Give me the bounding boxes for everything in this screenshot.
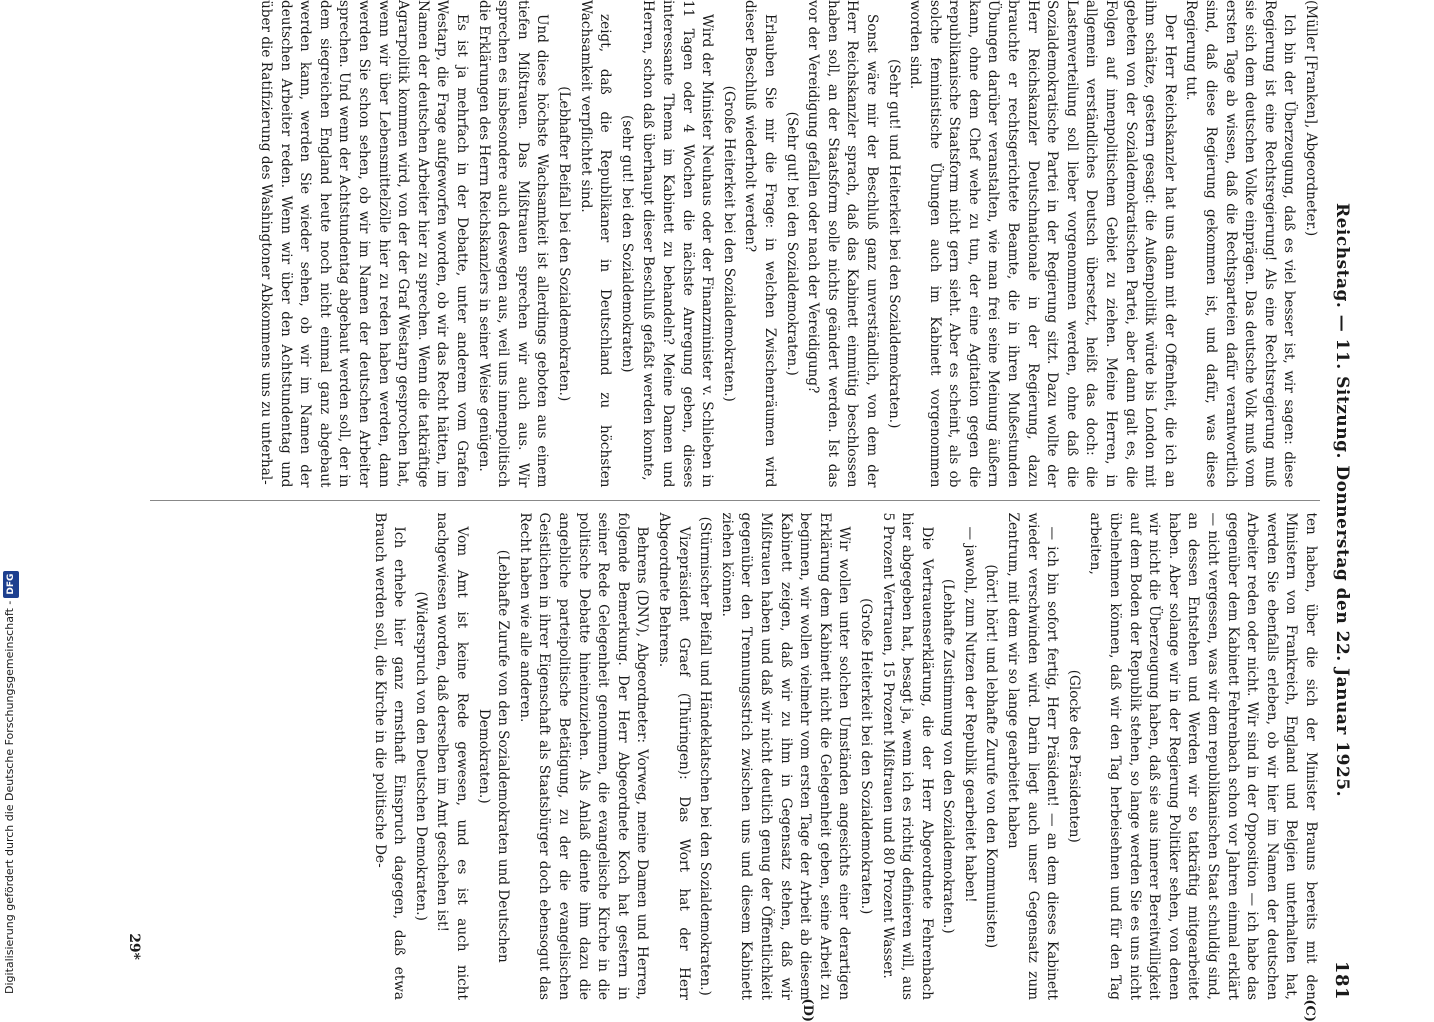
interjection: (Lebhafter Beifall bei den Sozialdemokraten.): [553, 0, 573, 488]
page-title: Reichstag. — 11. Sitzung. Donnerstag den 22. Januar 1925.: [1332, 60, 1352, 940]
paragraph: — jawohl, zum Nutzen der Republik gearbeitet haben!: [959, 513, 979, 1001]
paragraph: Vom Amt ist keine Rede gewesen, und es ist auch nicht nachgewiesen worden, daß derselben im Amt geschehen ist!: [432, 513, 471, 1001]
paragraph: ten haben, über die sich der Minister Brauns bereits mit den Ministern von Frankreich, England und Belgien unterhalten hat, werden Sie ebenfalls erleben, ob wir hier im Namen der deutschen Arbeiter reden oder nicht. Wir sind in der Opposition — ich habe das gegenüber dem Kabinett Fehrenbach schon vor Jahren einmal erklärt — nicht vergessen, was wir dem republikanischen Staat schuldig sind, an dessen Entstehen und Werden wir so tatkräftig mitgearbeitet haben. Aber solange wir in der Regierung Politiker sehen, von denen wir nicht die Überzeugung haben, daß sie aus innerer Bereitwilligkeit auf dem Boden der Republik stehen, so lange werden Sie es uns nicht übelnehmen können, daß wir den Tag herbeisehnen und für den Tag arbeiten,: [1085, 513, 1320, 1001]
paragraph: Wird der Minister Neuhaus oder der Finanzminister v. Schlieben in 11 Tagen oder 4 Wochen die nächste Anregung geben, dieses interessante Thema im Kabinett zu behandeln? Meine Damen und Herren, schon daß überhaupt dieser Beschluß gefaßt werden konnte,: [638, 0, 716, 488]
interjection: (Sehr gut! und Heiterkeit bei den Sozialdemokraten.): [883, 0, 903, 488]
right-column: [150, 513, 1320, 1001]
paragraph: Sonst wäre mir der Beschluß ganz unverständlich, von dem der Herr Reichskanzler sprach, daß das Kabinett einmütig beschlossen haben soll, an der Staatsform solle nichts geändert werden. Ist das vor der Vereidigung gefallen oder nach der Vereidigung?: [803, 0, 881, 488]
paragraph: Es ist ja mehrfach in der Debatte, unter anderem vom Grafen Westarp, die Frage aufgeworfen worden, ob wir das Recht hätten, im Namen der deutschen Arbeiter hier zu sprechen. Wenn die tatkräftige Agrarpolitik kommen wird, von der der Graf Westarp gesprochen hat, wenn wir über Lebensmittelzölle hier zu reden haben werden, dann werden Sie schon sehen, ob wir im Namen der deutschen Arbeiter sprechen. Und wenn der Achtstundentag abgebaut werden soll, der in dem siegreichen England heute noch nicht einmal ganz abgebaut werden kann, werden Sie wieder sehen, ob wir im Namen der deutschen Arbeiter reden. Wenn wir über den Achtstundentag und über die Ratifizierung des Washingtoner Abkommens uns zu unterhal-: [256, 0, 472, 488]
paragraph: Vizepräsident Graef (Thüringen): Das Wort hat der Herr Abgeordnete Behrens.: [653, 513, 692, 1001]
paragraph: zeigt, daß die Republikaner in Deutschland zu höchsten Wachsamkeit verpflichtet sind.: [575, 0, 614, 488]
interjection: (Glocke des Präsidenten): [1063, 513, 1083, 1001]
paragraph: Erlauben Sie mir die Frage: in welchen Zwischenräumen wird dieser Beschluß wiederholt werden?: [740, 0, 779, 488]
page-number: 181: [1332, 940, 1353, 1000]
paragraph: Ich erhebe hier ganz ernsthaft Einspruch dagegen, daß etwa Brauch werden soll, die Kirche in die politische De-: [369, 513, 408, 1001]
margin-letter-d: (D): [800, 998, 815, 1022]
interjection: (hört! hört! und lebhafte Zurufe von den Kommunisten): [981, 513, 1001, 1001]
left-column: [150, 0, 1320, 488]
rotated-content: [120, 0, 1375, 1000]
text-columns: [150, 0, 1320, 1000]
paragraph: — ich bin sofort fertig, Herr Präsident! — an dem dieses Kabinett wieder verschwinden wird. Darin liegt auch unser Gegensatz zum Zentrum, mit dem wir so lange gearbeitet haben: [1003, 513, 1062, 1001]
column-divider: [150, 500, 1320, 501]
sidebar-credit-text: Digitalisierung gefördert durch die Deutsche Forschungsgemeinschaft -: [3, 601, 16, 994]
interjection: (sehr gut! bei den Sozialdemokraten): [616, 0, 636, 488]
paragraph: Die Vertrauenserklärung, die der Herr Abgeordnete Fehrenbach hier abgegeben hat, besagt ja, wenn ich es richtig definieren will, aus 5 Prozent Vertrauen, 15 Prozent Mißtrauen und 80 Prozent Wasser.: [877, 513, 936, 1001]
speaker-line: (Müller [Franken], Abgeordneter.): [1300, 0, 1320, 488]
sheet-mark: 29*: [126, 933, 142, 960]
paragraph: Behrens (DNV), Abgeordneter: Vorweg, meine Damen und Herren, folgende Bemerkung. Der Herr Abgeordnete Koch hat gestern in seiner Rede Gelegenheit genommen, die evangelische Kirche in die politische Debatte hineinzuziehen. Als Anlaß diente ihm dazu die angebliche parteipolitische Betätigung, zu der die evangelischen Geistlichen in ihrer Eigenschaft als Staatsbürger doch ebensogut das Recht haben wie alle anderen.: [514, 513, 651, 1001]
paragraph: Und diese höchste Wachsamkeit ist allerdings geboten aus einem tiefen Mißtrauen. Das Mißtrauen sprechen wir auch aus. Wir sprechen es insbesondere auch deswegen aus, weil uns innenpolitisch die Erklärungen des Herrn Reichskanzlers in seiner Weise genügen.: [473, 0, 551, 488]
interjection: (Lebhafte Zurufe von den Sozialdemokraten und Deutschen Demokraten.): [473, 513, 512, 1001]
margin-letter-b: [800, 0, 815, 1]
page-header: [1327, 0, 1357, 1000]
sidebar-credit: [2, 0, 18, 1000]
interjection: (Widerspruch von den Deutschen Demokraten.): [410, 513, 430, 1001]
interjection: (Sehr gut! bei den Sozialdemokraten.): [781, 0, 801, 488]
margin-letter-c: (C): [1302, 999, 1317, 1022]
paragraph: Ich bin der Überzeugung, daß es viel besser ist, wir sagen: diese Regierung ist eine Rechtsregierung! Als eine Rechtsregierung muß sie sich dem deutschen Volke einprägen. Das deutsche Volk muß vom ersten Tage ab wissen, daß die Rechtsparteien dafür verantwortlich sind, daß diese Regierung gekommen ist, und dafür, was diese Regierung tut.: [1181, 0, 1299, 488]
digitization-sidebar: [2, 0, 20, 1000]
dfg-logo-icon: DFG: [3, 571, 19, 598]
interjection: (Große Heiterkeit bei den Sozialdemokraten.): [718, 0, 738, 488]
paragraph: Der Herr Reichskanzler hat uns dann mit der Offenheit, die ich an ihm schätze, gestern gesagt: die Außenpolitik würde bis London mit gebeten von der Sozialdemokratischen Partei, aber dann galt es, die Folgen auf innenpolitischem Gebiet zu ziehen. Meine Herren, in allgemein verständliches Deutsch übersetzt, heißt das doch: die Lastenverteilung soll lieber vorgenommen werden, ohne daß die Sozialdemokratische Partei in der Regierung sitzt. Dazu wollte der Herr Reichskanzler Deutschnationale in der Regierung, dazu brauchte er rechtsgerichtete Beamte, die in ihren Mußestunden Übungen darüber veranstalten, wie man frei seine Meinung äußern kann, ohne dem Chef wehe zu tun, der eine Agitation gegen die republikanische Staatsform nicht gern sieht. Aber es scheint, als ob solche feministische Übungen auch im Kabinett vorgenommen worden sind.: [905, 0, 1179, 488]
paragraph: Wir wollen unter solchen Umständen angesichts einer derartigen Erklärung dem Kabinett nicht die Gelegenheit geben, seine Arbeit zu beginnen, wir wollen vielmehr vom ersten Tage der Arbeit ab diesem Kabinett zeigen, daß wir zu ihm in Gegensatz stehen, daß wir Mißtrauen haben und daß wir nicht deutlich genug der Öffentlichkeit gegenüber den Trennungsstrich zwischen uns und diesem Kabinett ziehen können.: [716, 513, 853, 1001]
interjection: (Stürmischer Beifall und Händeklatschen bei den Sozialdemokraten.): [695, 513, 715, 1001]
interjection: (Lebhafte Zustimmung von den Sozialdemokraten.): [938, 513, 958, 1001]
interjection: (Große Heiterkeit bei den Sozialdemokraten.): [855, 513, 875, 1001]
